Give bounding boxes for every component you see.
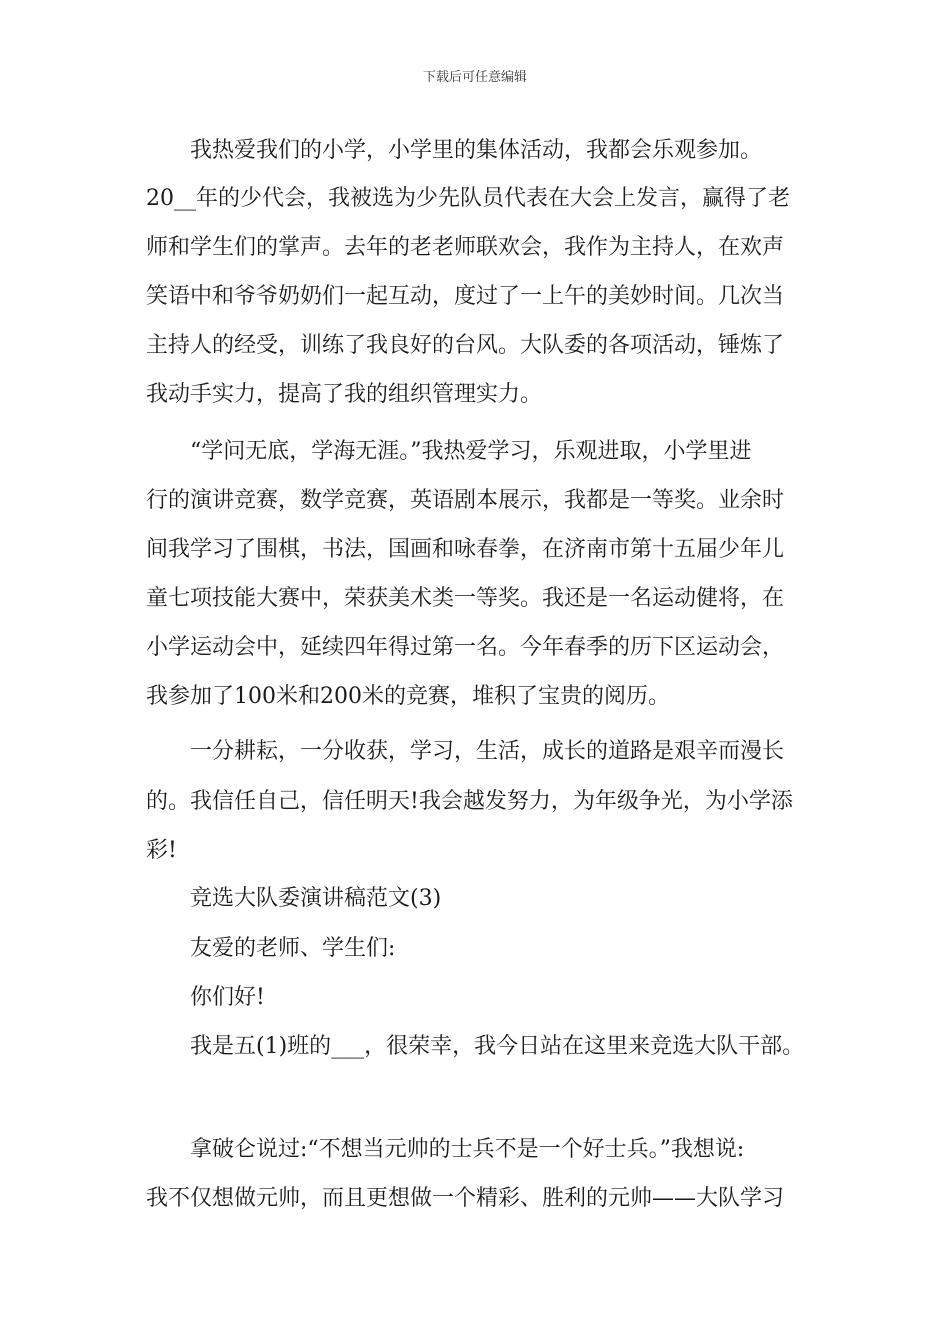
text-line: “学问无底，学海无涯。”我热爱学习，乐观进取，小学里进 <box>190 439 752 464</box>
text-line: 一分耕耘，一分收获，学习，生活，成长的道路是艰辛而漫长 <box>190 739 785 764</box>
text-line: 我动手实力，提高了我的组织管理实力。 <box>146 382 543 407</box>
text-line: 我热爱我们的小学，小学里的集体活动，我都会乐观参加。 <box>190 138 763 163</box>
greeting: 你们好! <box>190 985 265 1010</box>
text-line: 我不仅想做元帅，而且更想做一个精彩、胜利的元帅——大队学习 <box>146 1186 785 1211</box>
text-line: 间我学习了围棋，书法，国画和咏春拳，在济南市第十五届少年儿 <box>146 537 785 562</box>
text-line: 笑语中和爷爷奶奶们一起互动，度过了一上午的美妙时间。几次当 <box>146 284 785 309</box>
text-line: 师和学生们的掌声。去年的老老师联欢会，我作为主持人，在欢声 <box>146 235 785 260</box>
text-line: 主持人的经受，训练了我良好的台风。大队委的各项活动，锤炼了 <box>146 333 785 358</box>
page-header: 下载后可任意编辑 <box>422 70 527 85</box>
salutation: 友爱的老师、学生们: <box>190 936 396 961</box>
text-line: 拿破仑说过:“不想当元帅的士兵不是一个好士兵。”我想说: <box>190 1137 745 1162</box>
text-line: 行的演讲竞赛，数学竞赛，英语剧本展示，我都是一等奖。业余时 <box>146 488 785 513</box>
text-line: 彩! <box>146 838 177 863</box>
text-line: 20__年的少代会，我被选为少先队员代表在大会上发言，赢得了老 <box>146 186 790 211</box>
text-line: 童七项技能大赛中，荣获美术类一等奖。我还是一名运动健将，在 <box>146 586 785 611</box>
section-title: 竞选大队委演讲稿范文(3) <box>190 886 442 911</box>
text-line: 小学运动会中，延续四年得过第一名。今年春季的历下区运动会， <box>146 635 785 660</box>
text-line: 的。我信任自己，信任明天!我会越发努力，为年级争光，为小学添 <box>146 789 793 814</box>
text-line: 我是五(1)班的___，很荣幸，我今日站在这里来竞选大队干部。 <box>190 1034 805 1059</box>
text-line: 我参加了100米和200米的竞赛，堆积了宝贵的阅历。 <box>146 684 670 709</box>
